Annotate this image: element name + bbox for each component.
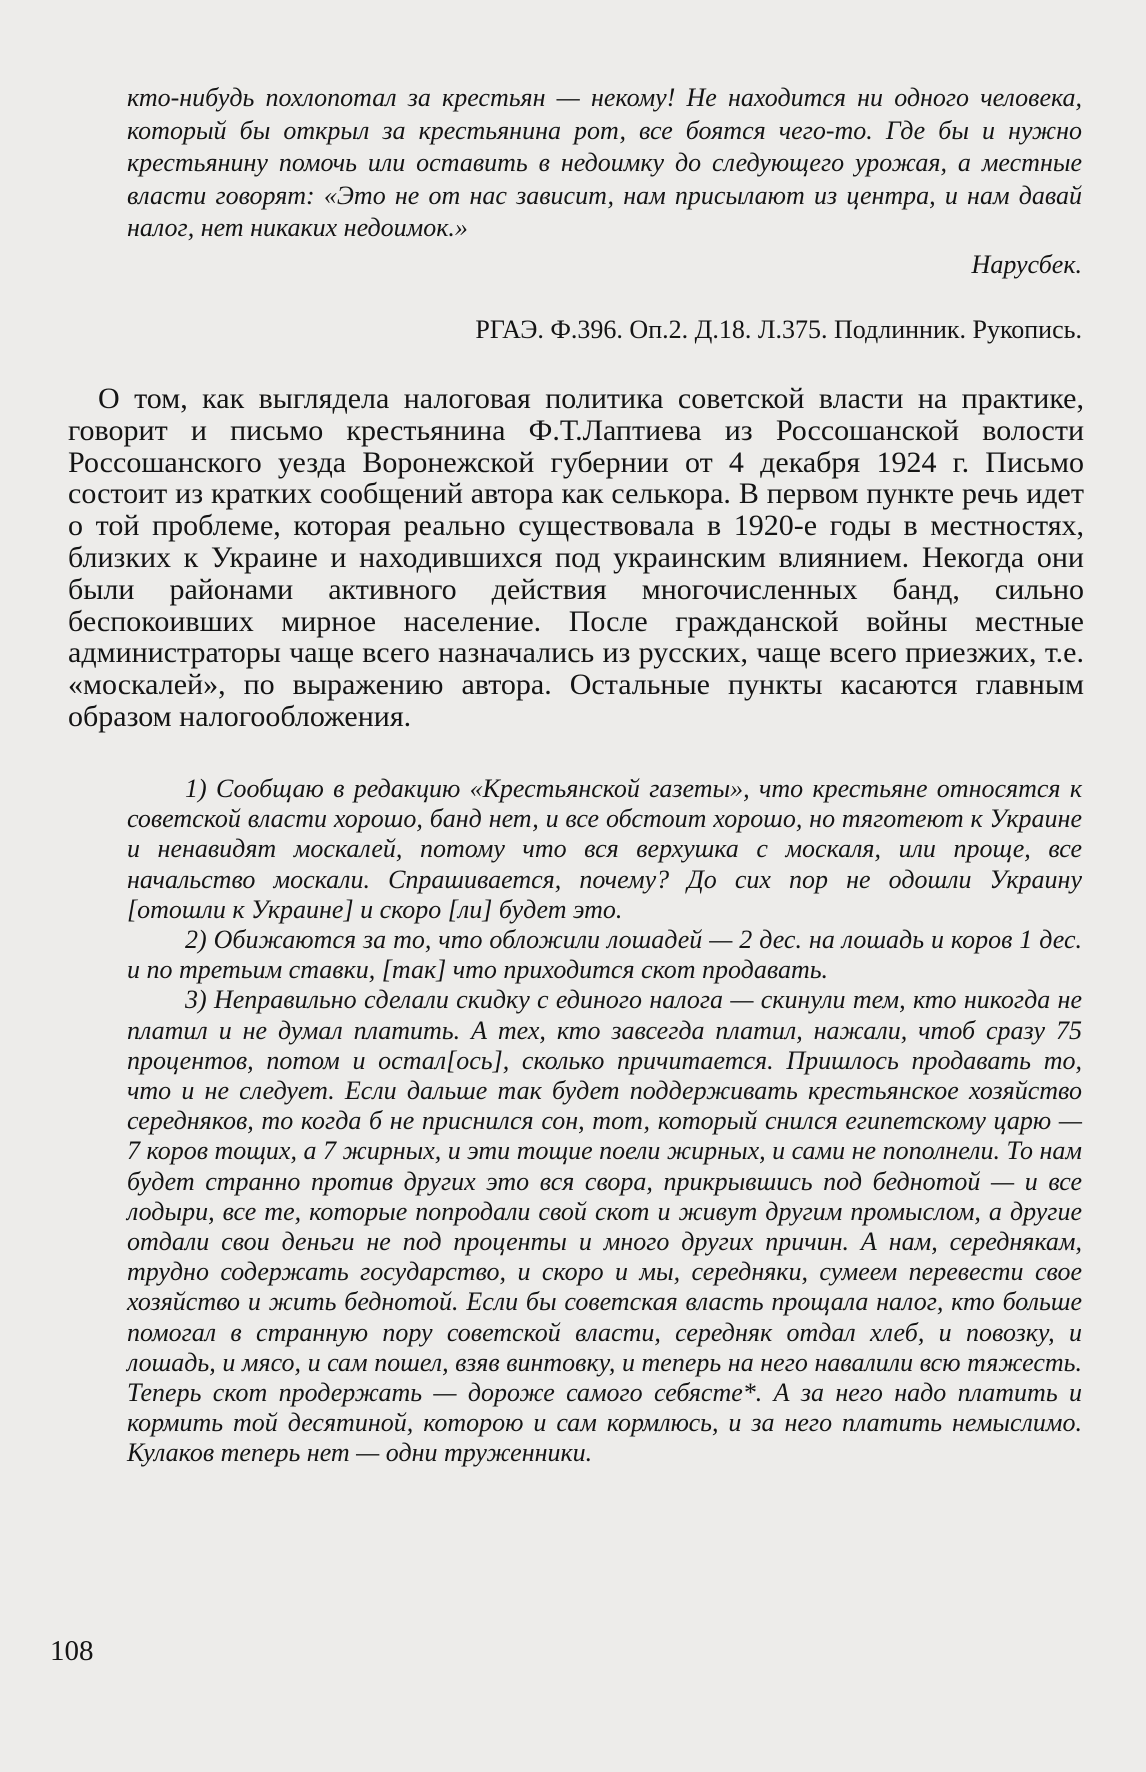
page-number: 108: [50, 1635, 94, 1667]
archive-reference: РГАЭ. Ф.396. Оп.2. Д.18. Л.375. Подлинник. Рукопись.: [475, 315, 1082, 344]
letter-item-1: 1) Сообщаю в редакцию «Крестьянской газеты», что крестьяне относятся к советской власти хорошо, банд нет, и все обстоит хорошо, но тяготеют к Украине и ненавидят москалей, потому что вся верхушка с москаля, или проще, все начальство москали. Спрашивается, почему? До сих пор не одошли Украину [отошли к Украине] и скоро [ли] будет это.: [127, 774, 1082, 924]
body-paragraph: О том, как выглядела налоговая политика советской власти на практике, говорит и письмо крестьянина Ф.Т.Лаптиева из Россошанской волости Россошанского уезда Воронежской губернии от 4 декабря 1924 г. Письмо состоит из кратких сообщений автора как селькора. В первом пункте речь идет о той проблеме, которая реально существовала в 1920-е годы в местностях, близких к Украине и находившихся под украинским влиянием. Некогда они были районами активного действия многочисленных банд, сильно беспокоивших мирное население. После гражданской войны местные администраторы чаще всего назначались из русских, чаще всего приезжих, т.е. «москалей», по выражению автора. Остальные пункты касаются главным образом налогообложения.: [68, 382, 1084, 733]
signature: Нарусбек.: [971, 250, 1082, 279]
letter-quote: [127, 774, 1082, 1469]
letter-item-2: 2) Обижаются за то, что обложили лошадей — 2 дес. на лошадь и коров 1 дес. и по третьим ставки, [так] что приходится скот продавать.: [127, 925, 1082, 985]
quote-continuation: кто-нибудь похлопотал за крестьян — некому! Не находится ни одного человека, который бы открыл за крестьянина рот, все боятся чего-то. Где бы и нужно крестьянину помочь или оставить в недоимку до следующего урожая, а местные власти говорят: «Это не от нас зависит, нам присылают из центра, и нам давай налог, нет никаких недоимок.»: [127, 83, 1082, 242]
letter-item-3: 3) Неправильно сделали скидку с единого налога — скинули тем, кто никогда не платил и не думал платить. А тех, кто завсегда платил, нажали, чтоб сразу 75 процентов, потом и остал[ось], сколько причитается. Пришлось продавать то, что и не следует. Если дальше так будет поддерживать крестьянское хозяйство середняков, то когда б не приснился сон, тот, который снился египетскому царю — 7 коров тощих, а 7 жирных, и эти тощие поели жирных, и сами не пополнели. То нам будет странно против других это вся свора, прикрывшись под беднотой — и все лодыри, все те, которые попродали свой скот и живут другим промыслом, а другие отдали свои деньги не под проценты и много других причин. А нам, середнякам, трудно содержать государство, и скоро и мы, середняки, сумеем перевести свое хозяйство и жить беднотой. Если бы советская власть прощала налог, кто больше помогал в странную пору советской власти, середняк отдал хлеб, и повозку, и лошадь, и мясо, и сам пошел, взяв винтовку, и теперь на него навалили всю тяжесть. Теперь скот продержать — дороже самого себясте*. А за него надо платить и кормить той десятиной, которою и сам кормлюсь, и за него платить немыслимо. Кулаков теперь нет — одни труженники.: [127, 985, 1082, 1468]
